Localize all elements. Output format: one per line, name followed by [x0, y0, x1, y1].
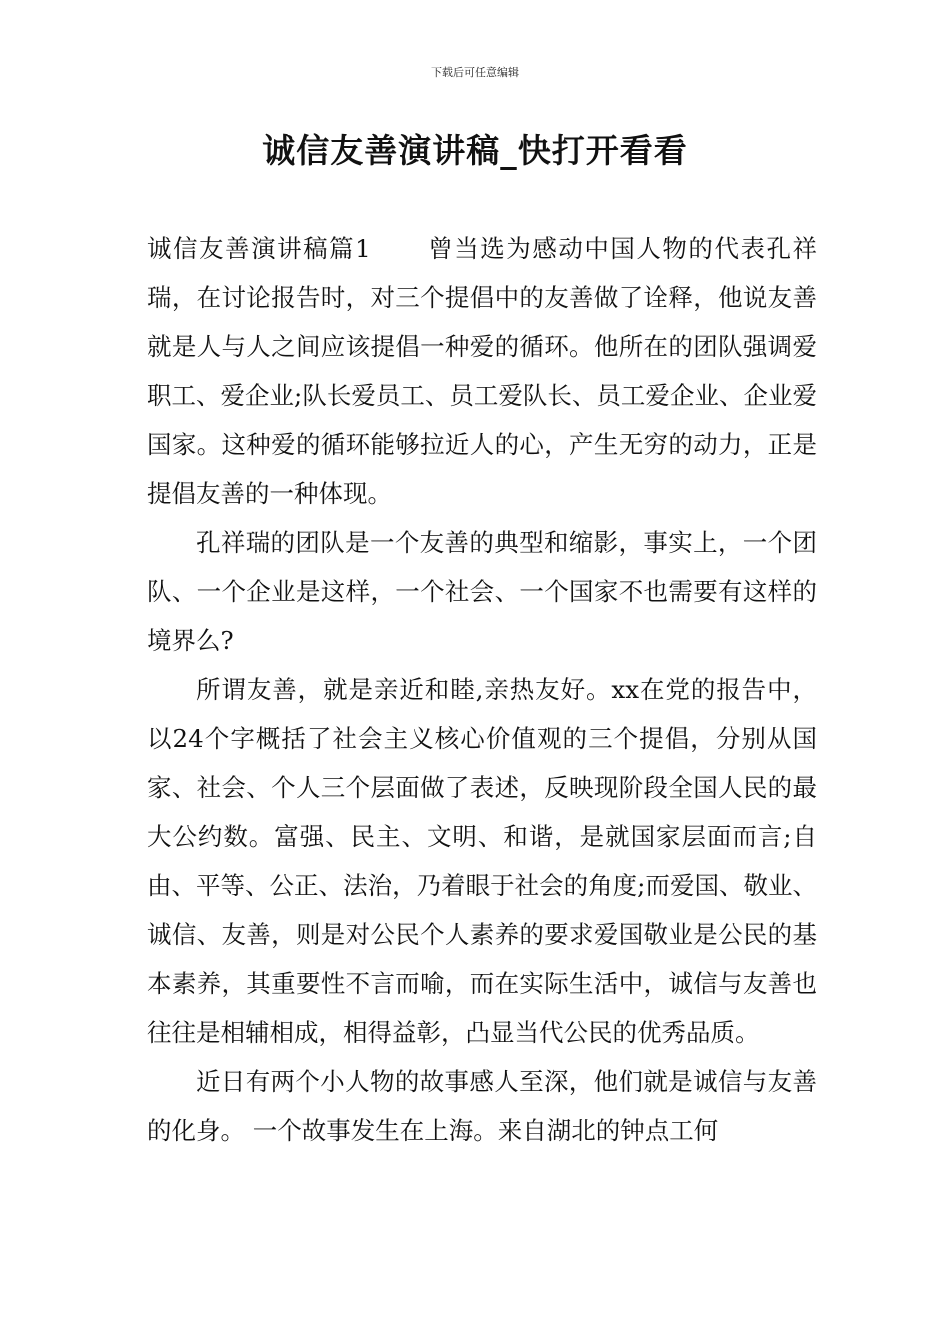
- paragraph-3: 所谓友善，就是亲近和睦,亲热友好。xx在党的报告中，以24个字概括了社会主义核心价值观的三个提倡，分别从国家、社会、个人三个层面做了表述，反映现阶段全国人民的最大公约数。富强、民主、文明、和谐，是就国家层面而言;自由、平等、公正、法治，乃着眼于社会的角度;而爱国、敬业、诚信、友善，则是对公民个人素养的要求爱国敬业是公民的基本素养，其重要性不言而喻，而在实际生活中，诚信与友善也往往是相辅相成，相得益彰，凸显当代公民的优秀品质。: [147, 675, 817, 1047]
- paragraph-1: [147, 224, 817, 518]
- document-body: [147, 224, 817, 1155]
- paragraph-2: 孔祥瑞的团队是一个友善的典型和缩影，事实上，一个团队、一个企业是这样，一个社会、一个国家不也需要有这样的境界么?: [147, 528, 817, 655]
- document-title: 诚信友善演讲稿_快打开看看: [262, 131, 688, 170]
- paragraph-4: 近日有两个小人物的故事感人至深，他们就是诚信与友善的化身。 一个故事发生在上海。来自湖北的钟点工何: [147, 1067, 817, 1145]
- paragraph-1-text: 曾当选为感动中国人物的代表孔祥瑞，在讨论报告时，对三个提倡中的友善做了诠释，他说友善就是人与人之间应该提倡一种爱的循环。他所在的团队强调爱职工、爱企业;队长爱员工、员工爱队长、员工爱企业、企业爱国家。这种爱的循环能够拉近人的心，产生无穷的动力，正是提倡友善的一种体现。: [147, 234, 817, 508]
- section-heading: 诚信友善演讲稿篇1: [147, 234, 371, 263]
- header-note: 下载后可任意编辑: [431, 66, 519, 79]
